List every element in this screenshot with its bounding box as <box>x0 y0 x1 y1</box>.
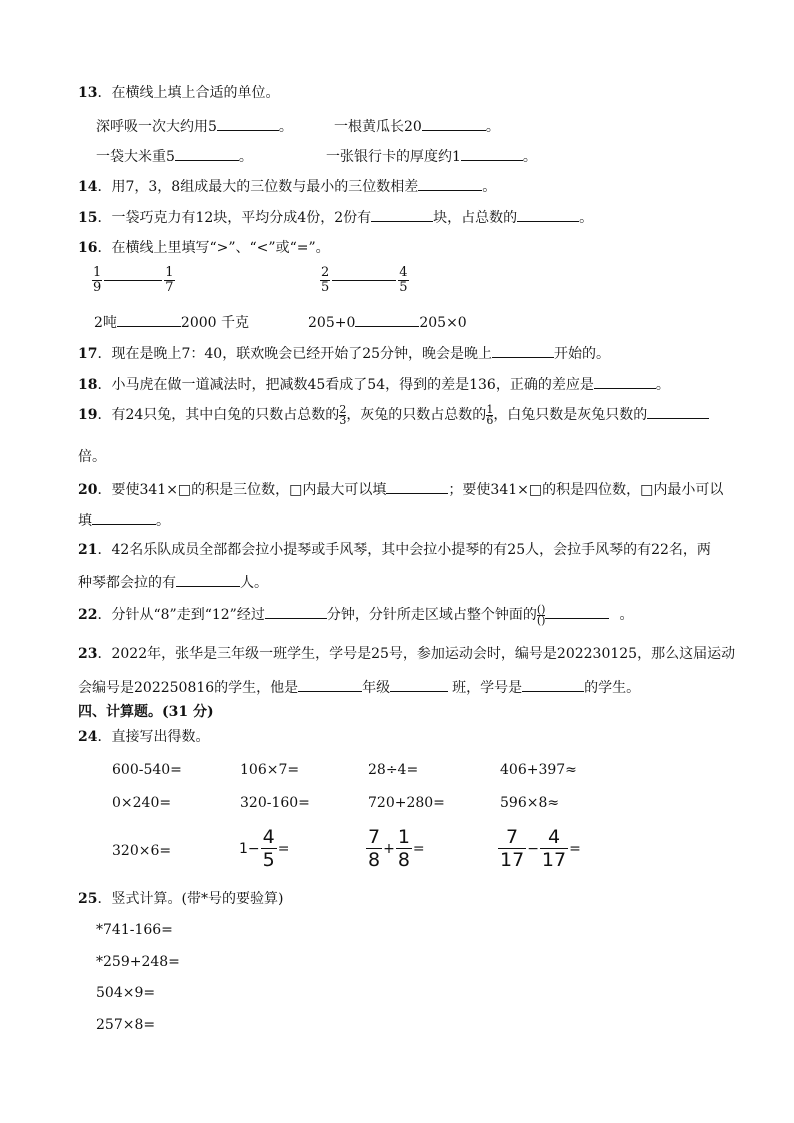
answer-blank[interactable] <box>461 146 523 161</box>
q19-line2 <box>78 448 106 466</box>
fraction <box>92 266 102 295</box>
question-text: ，白兔只数是灰兔只数的 <box>493 407 648 423</box>
denominator: 8 <box>368 849 381 871</box>
answer-blank[interactable] <box>92 510 156 525</box>
question-number: 20 <box>78 482 98 498</box>
operator: + <box>383 840 395 857</box>
section-heading <box>78 703 214 721</box>
item-end: 。 <box>238 149 253 165</box>
question-text: 一袋巧克力有12块，平均分成4份，2份有 <box>111 210 372 226</box>
item-end: 。 <box>485 119 500 135</box>
separator: ． <box>97 346 112 362</box>
question-text: 用7，3，8组成最大的三位数与最小的三位数相差 <box>111 179 419 195</box>
calc-item: 720+280= <box>368 795 445 811</box>
question-number: 14 <box>78 179 98 195</box>
answer-blank[interactable] <box>217 116 279 131</box>
question-end: 倍。 <box>78 449 106 465</box>
question-number: 19 <box>78 407 98 423</box>
question-number: 22 <box>78 607 98 623</box>
denominator: 7 <box>165 280 174 295</box>
question-end: 。 <box>579 210 594 226</box>
equals: = <box>412 840 425 857</box>
expr-right: 205×0 <box>419 315 467 331</box>
question-18 <box>78 374 670 394</box>
question-text: 年级 <box>362 680 391 696</box>
question-25 <box>78 890 283 908</box>
calc-item: 596×8≈ <box>500 795 560 811</box>
calc-item: 28÷4= <box>368 762 419 778</box>
item-text: 一袋大米重5 <box>96 149 175 165</box>
question-text: ，灰兔的只数占总数的 <box>346 407 487 423</box>
separator: ． <box>97 482 112 498</box>
q23-line2 <box>78 677 640 697</box>
vertical-calc-item: 257×8= <box>96 1017 156 1033</box>
fraction <box>396 826 412 871</box>
separator: ． <box>97 210 112 226</box>
q21-line2 <box>78 572 268 592</box>
denominator: () <box>536 613 546 627</box>
q16-compare-2 <box>320 266 409 295</box>
question-number: 13 <box>78 85 98 101</box>
question-text: 种琴都会拉的有 <box>78 575 176 591</box>
numerator: 7 <box>368 826 381 848</box>
vertical-calc-item: *259+248= <box>96 954 180 970</box>
q13-item-d <box>326 146 537 166</box>
question-text-mid: ；要使341×□的积是四位数，□内最小可以 <box>448 482 724 498</box>
separator: ． <box>97 542 112 558</box>
question-number: 23 <box>78 646 98 662</box>
q16-compare-3 <box>94 312 249 332</box>
numerator: 1 <box>165 265 174 280</box>
question-21 <box>78 541 711 559</box>
numerator: 4 <box>399 265 408 280</box>
section-title: 四、计算题。 <box>78 704 162 720</box>
calc-item-fraction <box>366 826 426 871</box>
separator: ． <box>97 646 112 662</box>
expr-right: 2000 千克 <box>180 315 250 331</box>
denominator: 17 <box>541 849 567 871</box>
question-text-mid: 分钟，分针所走区域占整个钟面的 <box>326 607 537 623</box>
q13-item-a <box>96 116 293 136</box>
equals: = <box>569 840 581 857</box>
answer-blank[interactable] <box>647 404 709 419</box>
calc-item-fraction <box>238 826 290 871</box>
denominator: 9 <box>93 280 102 295</box>
answer-blank[interactable] <box>175 146 239 161</box>
separator: ． <box>97 891 112 907</box>
separator: ． <box>97 607 112 623</box>
answer-blank[interactable] <box>522 677 584 692</box>
question-20 <box>78 479 723 499</box>
denominator: 5 <box>262 849 275 871</box>
calc-item: 320-160= <box>240 795 310 811</box>
question-22 <box>78 604 633 626</box>
answer-blank[interactable] <box>265 604 327 619</box>
item-end: 。 <box>278 119 293 135</box>
question-end: 。 <box>482 179 497 195</box>
q16-compare-4 <box>308 312 467 332</box>
denominator: 6 <box>486 413 494 427</box>
answer-blank[interactable] <box>386 479 448 494</box>
question-number: 18 <box>78 377 98 393</box>
numerator: 2 <box>321 265 330 280</box>
q20-line2 <box>78 510 170 530</box>
question-number: 16 <box>78 240 98 256</box>
question-17 <box>78 343 610 363</box>
question-text: 分针从“8”走到“12”经过 <box>111 607 265 623</box>
question-end: 人。 <box>240 575 268 591</box>
q13-item-c <box>96 146 253 166</box>
question-end: 。 <box>619 607 634 623</box>
question-14 <box>78 176 496 196</box>
fraction-blank[interactable] <box>536 602 546 627</box>
answer-blank[interactable] <box>298 677 362 692</box>
question-number: 15 <box>78 210 98 226</box>
calc-item: 0×240= <box>112 795 172 811</box>
question-text-mid: 块，占总数的 <box>433 210 518 226</box>
operand: 1− <box>239 840 260 857</box>
denominator: 3 <box>339 413 347 427</box>
question-15 <box>78 207 593 227</box>
expr-left: 205+0 <box>308 315 356 331</box>
fraction <box>540 826 568 871</box>
item-text: 一张银行卡的厚度约1 <box>326 149 461 165</box>
question-text: 2022年，张华是三年级一班学生，学号是25号，参加运动会时，编号是202230125，那么这届运动 <box>111 646 736 662</box>
separator: ． <box>97 240 112 256</box>
separator: ． <box>97 377 112 393</box>
answer-blank[interactable] <box>422 116 486 131</box>
question-text: 在横线上里填写“>”、“<”或“=”。 <box>111 240 330 256</box>
fraction <box>498 826 526 871</box>
calc-item-fraction <box>498 826 582 871</box>
expr-left: 2吨 <box>94 315 117 331</box>
answer-blank[interactable] <box>332 280 396 281</box>
denominator: 5 <box>399 280 408 295</box>
fraction <box>398 266 408 295</box>
q16-compare-1 <box>92 266 175 295</box>
numerator: 4 <box>262 826 275 848</box>
equals: = <box>277 840 290 857</box>
separator: ． <box>97 407 112 423</box>
question-24 <box>78 728 209 746</box>
question-number: 24 <box>78 729 98 745</box>
question-text: 有24只兔，其中白兔的只数占总数的 <box>111 407 340 423</box>
question-text: 班，学号是 <box>452 680 523 696</box>
denominator: 5 <box>321 280 330 295</box>
question-text: 会编号是202250816的学生，他是 <box>78 680 299 696</box>
separator: ． <box>97 729 112 745</box>
answer-blank[interactable] <box>371 207 433 222</box>
fraction <box>320 266 330 295</box>
question-text: 竖式计算。(带*号的要验算) <box>111 891 284 907</box>
answer-blank[interactable] <box>418 176 482 191</box>
vertical-calc-item: *741-166= <box>96 922 173 938</box>
question-number: 21 <box>78 542 98 558</box>
q13-item-b <box>334 116 500 136</box>
operator: − <box>527 840 539 857</box>
answer-blank[interactable] <box>545 604 609 619</box>
calc-item: 106×7= <box>240 762 300 778</box>
numerator: 2 <box>339 402 347 416</box>
question-text: 要使341×□的积是三位数，□内最大可以填 <box>111 482 387 498</box>
question-end: 的学生。 <box>584 680 641 696</box>
answer-blank[interactable] <box>355 312 419 327</box>
question-text: 直接写出得数。 <box>111 729 210 745</box>
question-text: 在横线上填上合适的单位。 <box>111 85 280 101</box>
answer-blank[interactable] <box>117 312 181 327</box>
numerator: 1 <box>486 402 494 416</box>
question-end: 。 <box>156 513 170 529</box>
separator: ． <box>97 179 112 195</box>
item-end: 。 <box>522 149 537 165</box>
numerator: 1 <box>93 265 102 280</box>
question-16 <box>78 239 330 257</box>
question-text: 填 <box>78 513 92 529</box>
calc-item: 320×6= <box>112 843 172 859</box>
answer-blank[interactable] <box>390 677 448 692</box>
fraction <box>366 826 382 871</box>
numerator: 4 <box>547 826 561 848</box>
separator: ． <box>97 85 112 101</box>
question-text: 小马虎在做一道减法时，把减数45看成了54，得到的差是136，正确的差应是 <box>111 377 594 393</box>
fraction <box>164 266 174 295</box>
question-end: 。 <box>655 377 670 393</box>
answer-blank[interactable] <box>594 374 656 389</box>
question-text: 42名乐队成员全部都会拉小提琴或手风琴，其中会拉小提琴的有25人，会拉手风琴的有22名，两 <box>111 542 711 558</box>
question-number: 25 <box>78 891 98 907</box>
vertical-calc-item: 504×9= <box>96 985 156 1001</box>
fraction <box>261 826 277 871</box>
question-13 <box>78 84 279 102</box>
numerator: 7 <box>506 826 519 848</box>
answer-blank[interactable] <box>176 572 240 587</box>
calc-item: 600-540= <box>112 762 182 778</box>
question-23 <box>78 645 735 663</box>
question-19 <box>78 404 709 426</box>
question-number: 17 <box>78 346 98 362</box>
question-end: 开始的。 <box>554 346 611 362</box>
item-text: 一根黄瓜长20 <box>334 119 422 135</box>
denominator: 8 <box>397 849 410 871</box>
numerator: () <box>536 602 546 616</box>
numerator: 1 <box>397 826 410 848</box>
item-text: 深呼吸一次大约用5 <box>96 119 217 135</box>
answer-blank[interactable] <box>104 280 162 281</box>
question-text: 现在是晚上7：40，联欢晚会已经开始了25分钟，晚会是晚上 <box>111 346 493 362</box>
denominator: 17 <box>500 849 525 871</box>
calc-item: 406+397≈ <box>500 762 577 778</box>
section-score: (31 分) <box>162 704 214 720</box>
answer-blank[interactable] <box>492 343 554 358</box>
answer-blank[interactable] <box>517 207 579 222</box>
